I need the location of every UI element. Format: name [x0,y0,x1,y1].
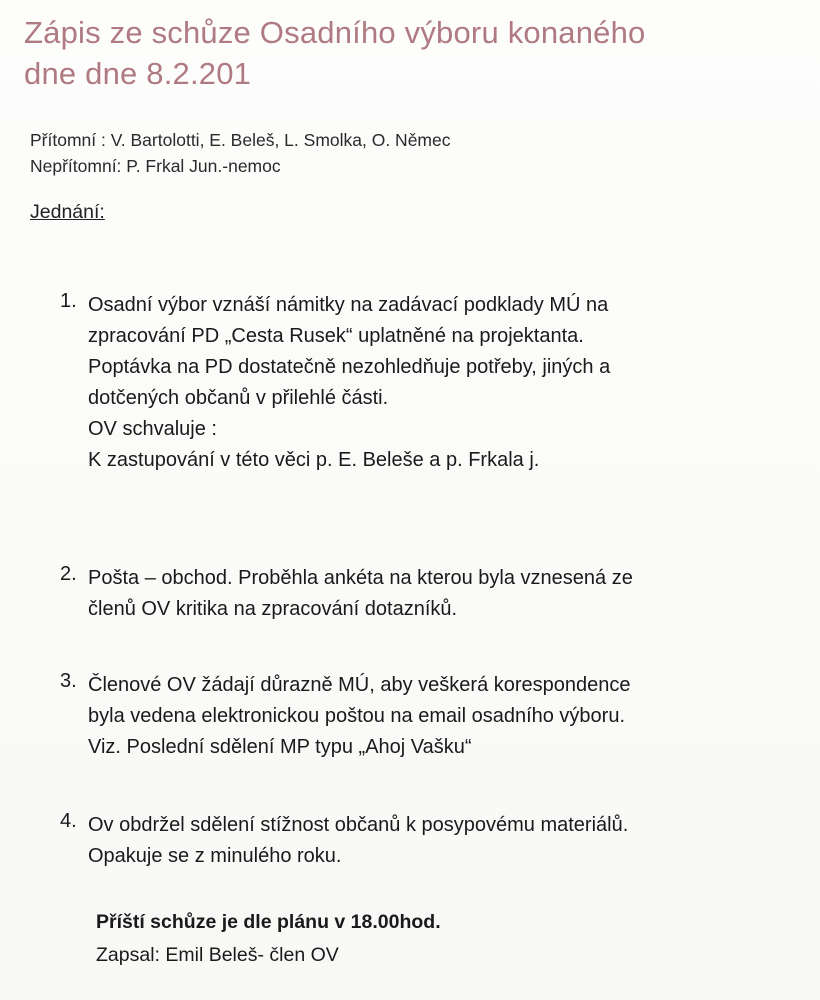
document-title [24,12,804,94]
agenda-item-line: Pošta – obchod. Proběhla ankéta na kterou byla vznesená ze [88,567,633,589]
agenda-item-line: dotčených občanů v přilehlé části. [88,387,389,409]
agenda-item-number: 2. [60,563,77,585]
title-line-2: dne dne 8.2.201 [24,56,252,91]
agenda-item-line: členů OV kritika na zpracování dotazníků. [88,598,458,620]
title-line-1: Zápis ze schůze Osadního výboru konaného [24,15,646,50]
agenda-item-line: OV schvaluje : [88,418,217,440]
attendees-absent: Nepřítomní: P. Frkal Jun.-nemoc [30,156,281,176]
agenda-item-line: Osadní výbor vznáší námitky na zadávací podklady MÚ na [88,294,609,316]
agenda-item-line: Členové OV žádají důrazně MÚ, aby veškerá korespondence [88,674,631,696]
agenda-item-line: Ov obdržel sdělení stížnost občanů k posypovému materiálů. [88,814,629,836]
agenda-item-line: byla vedena elektronickou poštou na email osadního výboru. [88,705,626,727]
document-footer [96,906,441,972]
recorded-by: Zapsal: Emil Beleš- člen OV [96,944,339,966]
next-meeting-note: Příští schůze je dle plánu v 18.00hod. [96,911,441,933]
agenda-item-number: 3. [60,670,77,692]
agenda-item-line: zpracování PD „Cesta Rusek“ uplatněné na projektanta. [88,325,584,347]
agenda-item-text [88,670,803,763]
agenda-item-text [88,290,803,476]
agenda-item-line: Viz. Poslední sdělení MP typu „Ahoj Vašku“ [88,736,472,758]
agenda-item-number: 4. [60,810,77,832]
agenda-item-line: K zastupování v této věci p. E. Beleše a p. Frkala j. [88,449,540,471]
agenda-item-text [88,563,803,625]
attendees-present: Přítomní : V. Bartolotti, E. Beleš, L. Smolka, O. Němec [30,130,451,150]
agenda-item-line: Poptávka na PD dostatečně nezohledňuje potřeby, jiných a [88,356,611,378]
agenda-item-number: 1. [60,290,77,312]
agenda-heading: Jednání: [30,201,105,223]
attendance-block [30,127,451,179]
agenda-item-line: Opakuje se z minulého roku. [88,845,342,867]
agenda-item-text [88,810,803,872]
